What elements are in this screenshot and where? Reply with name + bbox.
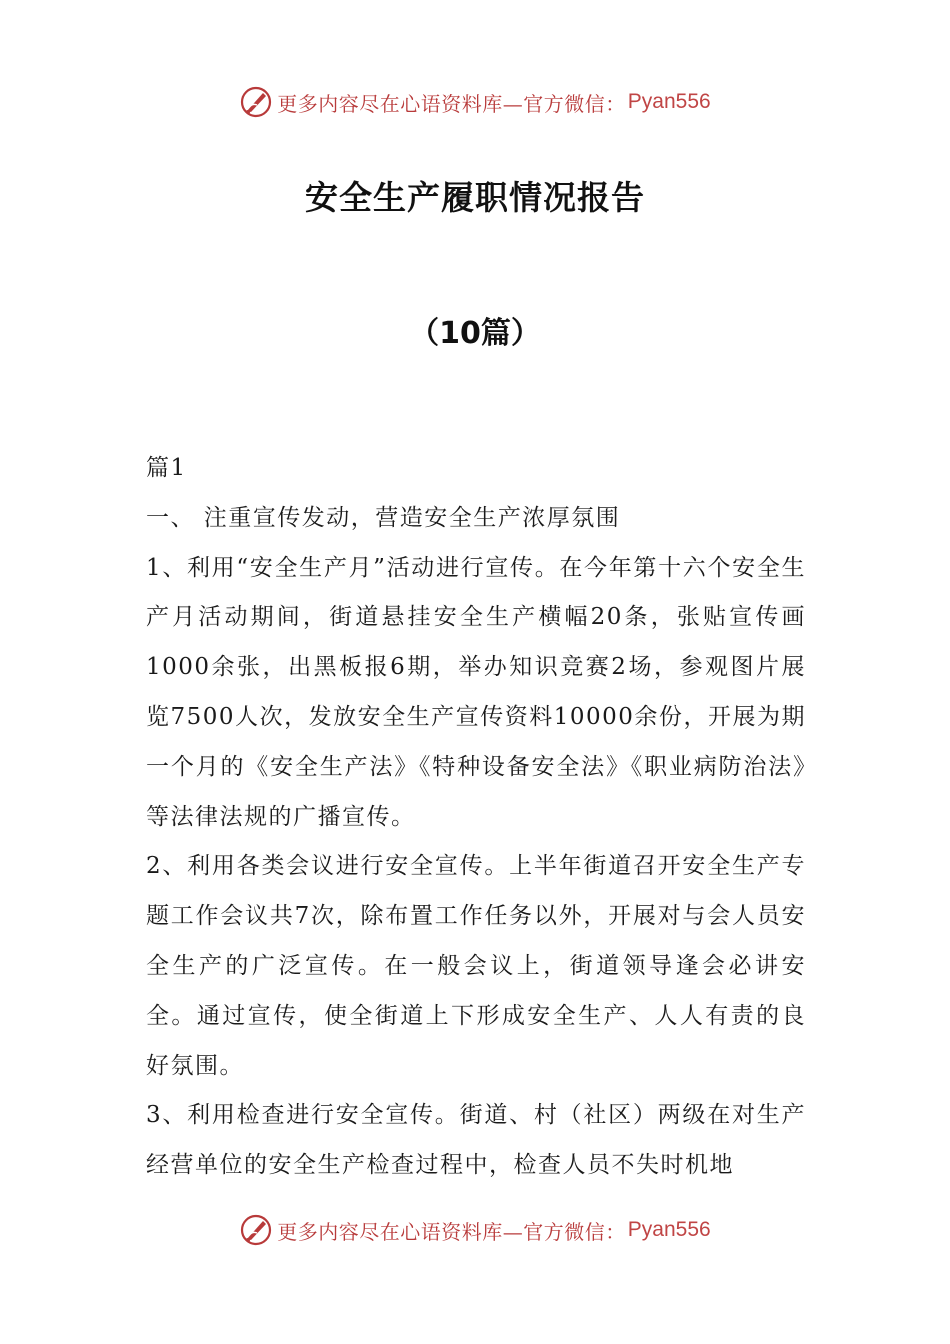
paragraph-1: 1、利用“安全生产月”活动进行宣传。在今年第十六个安全生产月活动期间，街道悬挂安全生产横幅20条，张贴宣传画1000余张，出黑板报6期，举办知识竞赛2场，参观图片展览7500人次，发放安全生产宣传资料10000余份，开展为期一个月的《安全生产法》《特种设备安全法》《职业病防治法》等法律法规的广播宣传。 — [146, 554, 806, 830]
banner-text: 更多内容尽在心语资料库—官方微信： — [277, 91, 626, 116]
quill-logo-icon — [239, 85, 273, 119]
document-title: 安全生产履职情况报告 — [305, 178, 645, 217]
header-watermark-banner — [0, 82, 950, 122]
footer-watermark-banner — [0, 1210, 950, 1250]
footer-banner-wechat-id: Pyan556 — [627, 1218, 711, 1241]
section-heading: 一、 注重宣传发动，营造安全生产浓厚氛围 — [146, 504, 621, 531]
paragraph-2: 2、利用各类会议进行安全宣传。上半年街道召开安全生产专题工作会议共7次，除布置工作任务以外，开展对与会人员安全生产的广泛宣传。在一般会议上，街道领导逢会必讲安全。通过宣传，使全街道上下形成安全生产、人人有责的良好氛围。 — [146, 853, 806, 1079]
document-body — [146, 444, 806, 1191]
section-label: 篇1 — [146, 455, 187, 481]
quill-logo-icon — [239, 1213, 273, 1247]
footer-banner-text: 更多内容尽在心语资料库—官方微信： — [277, 1219, 626, 1244]
document-subtitle: （10篇） — [409, 316, 541, 351]
banner-wechat-id: Pyan556 — [627, 90, 711, 113]
paragraph-3: 3、利用检查进行安全宣传。街道、村（社区）两级在对生产经营单位的安全生产检查过程中，检查人员不失时机地 — [146, 1102, 806, 1179]
